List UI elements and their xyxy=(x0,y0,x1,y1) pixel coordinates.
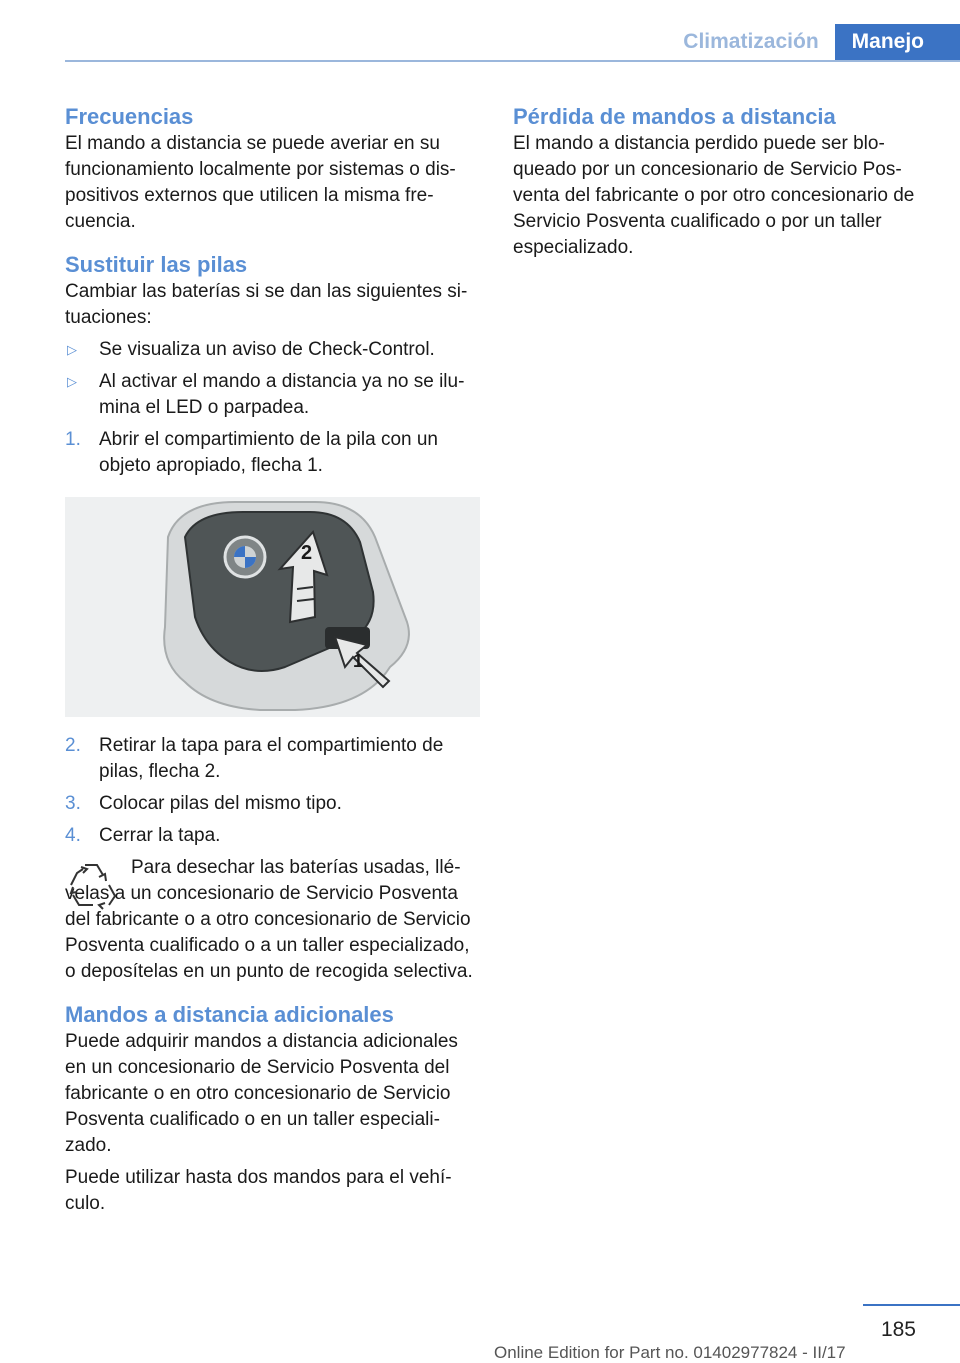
remote-limit-paragraph: Puede utilizar hasta dos mandos para el vehículo. xyxy=(65,1167,452,1214)
chapter-tabs xyxy=(665,24,960,61)
condition-item: ▷ Se visualiza un aviso de Check-Control. xyxy=(65,337,480,363)
edition-note: Online Edition for Part no. 01402977824 - II/17 xyxy=(494,1343,846,1362)
recycle-icon xyxy=(65,859,117,911)
page-number: 185 xyxy=(880,1318,916,1341)
step-item: 3. Colocar pilas del mismo tipo. xyxy=(65,793,342,814)
right-column xyxy=(513,103,928,261)
condition-item: ▷ Al activar el mando a distancia ya no se ilumina el LED o parpadea. xyxy=(65,369,480,421)
tab-manejo: Manejo xyxy=(835,24,960,61)
step-item: 4. Cerrar la tapa. xyxy=(65,825,221,846)
key-fob-diagram xyxy=(65,497,480,717)
frequencies-paragraph: El mando a distancia se puede averiar en su funcionamiento localmente por sistemas o dispositivos externos que utilicen la misma frecuencia. xyxy=(65,133,456,232)
tab-climatizacion: Climatización xyxy=(665,24,834,61)
key-battery-illustration xyxy=(65,497,480,717)
replace-batteries-intro: Cambiar las baterías si se dan las siguientes situaciones: xyxy=(65,281,468,328)
frequencies-heading: Frecuencias xyxy=(65,104,194,129)
arrow-label-1: 1 xyxy=(353,651,364,671)
triangle-right-icon: ▷ xyxy=(67,374,77,389)
arrow-label-2: 2 xyxy=(301,542,313,564)
lost-remotes-heading: Pérdida de mandos a distancia xyxy=(513,104,836,129)
left-column xyxy=(65,103,480,1217)
recycle-paragraph: Para desechar las baterías usadas, llévelas a un concesionario de Servicio Posventa del fabricante o a otro concesionario de Servicio Posventa cualificado o a un taller especializado, o deposítelas en un punto de recogida selectiva. xyxy=(65,857,473,982)
header-rule xyxy=(65,60,960,62)
step-item: 1. Abrir el compartimiento de la pila con un objeto apropiado, flecha 1. xyxy=(65,429,439,476)
lost-remotes-paragraph: El mando a distancia perdido puede ser bloqueado por un concesionario de Servicio Posventa del fabricante o por otro concesionario de Servicio Posventa cualificado o por un taller especializado. xyxy=(513,133,915,258)
replace-batteries-heading: Sustituir las pilas xyxy=(65,252,248,277)
footer-rule xyxy=(863,1304,960,1306)
additional-remotes-heading: Mandos a distancia adicionales xyxy=(65,1002,394,1027)
step-item: 2. Retirar la tapa para el compartimiento de pilas, flecha 2. xyxy=(65,735,444,782)
triangle-right-icon: ▷ xyxy=(67,342,77,357)
additional-remotes-paragraph: Puede adquirir mandos a distancia adicionales en un concesionario de Servicio Posventa del fabricante o en otro concesionario de Servicio Posventa cualificado o en un taller especializado. xyxy=(65,1031,458,1156)
recycle-note xyxy=(65,855,480,985)
